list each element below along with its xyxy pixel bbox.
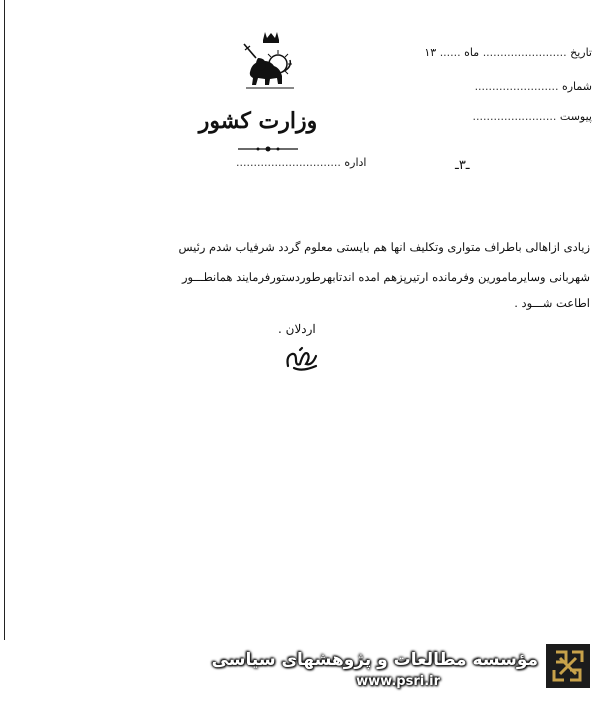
ministry-name: وزارت کشور (198, 108, 318, 134)
body-line: اطاعت شـــود . (514, 296, 590, 310)
number-dots: ........................ (474, 80, 559, 93)
page-edge-rule (4, 0, 5, 640)
attachment-field (472, 110, 592, 123)
year-value: ۱۳ (424, 46, 437, 59)
office-label: اداره (344, 156, 367, 169)
date-field (424, 46, 592, 59)
number-label: شماره (561, 80, 592, 93)
decorative-flourish (236, 142, 300, 156)
month-label: ماه (464, 46, 480, 59)
institute-url[interactable]: www.psri.ir (356, 674, 440, 689)
office-value: .............................. (236, 156, 341, 169)
reference-number: ـ۳ـ (455, 158, 470, 173)
body-line: زیادی ازاهالی باطراف متواری وتکلیف انها هم بایستی معلوم گردد شرفیاب شدم رئیس (178, 240, 590, 254)
attachment-dots: ........................ (472, 110, 557, 123)
date-label: تاریخ (570, 46, 592, 59)
body-line: شهربانی وسایرمامورین وفرمانده ارتیرپزهم امده اندتابهرطوردستورفرمایند همانطـــور (181, 270, 590, 284)
institute-logo-icon (546, 644, 590, 688)
month-dots: ...... (439, 46, 461, 59)
number-field (475, 80, 592, 93)
institute-name: مؤسسه مطالعات و پژوهشهای سیاسی (211, 650, 538, 670)
lion-and-sun-emblem (236, 28, 306, 98)
office-field (236, 156, 367, 169)
sender-name: اردلان . (278, 322, 316, 336)
attachment-label: پیوست (559, 110, 592, 123)
handwritten-signature (282, 344, 322, 374)
date-dots: ........................ (482, 46, 567, 59)
